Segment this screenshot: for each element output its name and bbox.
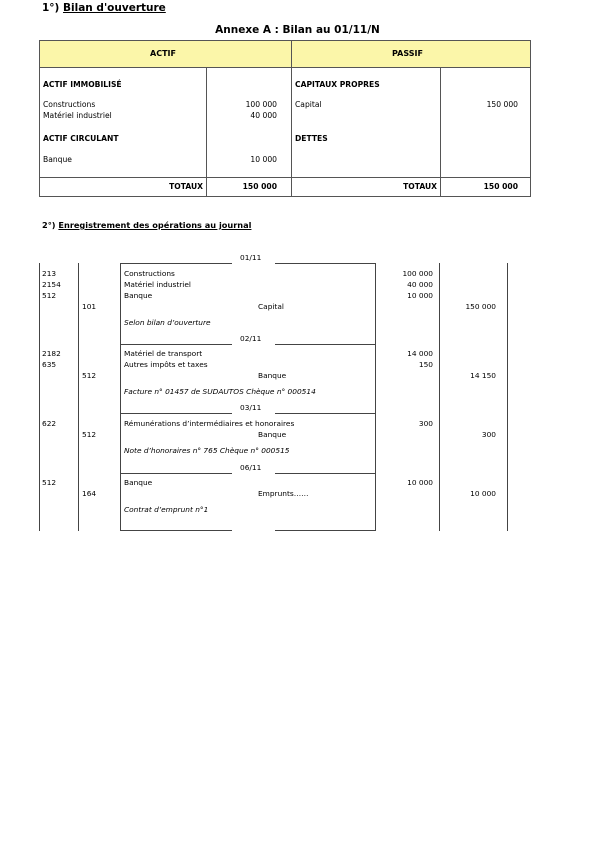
credit-label: Capital xyxy=(258,302,284,311)
debit-label: Banque xyxy=(124,478,153,487)
debit-account: 2154 xyxy=(42,280,61,289)
debit-amount: 10 000 xyxy=(407,478,433,487)
credit-amount: 300 xyxy=(481,430,496,439)
constructions-label: Constructions xyxy=(43,100,96,109)
dettes-heading: DETTES xyxy=(295,134,328,143)
date-rule xyxy=(275,263,375,264)
entry-date: 03/11 xyxy=(240,403,262,412)
entry-date: 06/11 xyxy=(240,463,262,472)
credit-account: 512 xyxy=(82,371,97,380)
capital-label: Capital xyxy=(295,100,322,109)
credit-amount: 150 000 xyxy=(465,302,496,311)
journal-rule xyxy=(375,263,376,531)
materiel-label: Matériel industriel xyxy=(43,111,112,120)
debit-amount: 40 000 xyxy=(407,280,433,289)
date-rule xyxy=(120,473,232,474)
credit-amount: 14 150 xyxy=(470,371,496,380)
date-rule xyxy=(275,344,375,345)
totaux-actif-label: TOTAUX xyxy=(169,182,203,191)
entry-note: Selon bilan d’ouverture xyxy=(124,318,211,327)
entry-date: 02/11 xyxy=(240,334,262,343)
date-rule xyxy=(120,344,232,345)
section-2-heading xyxy=(42,220,251,230)
date-rule xyxy=(120,263,232,264)
debit-amount: 14 000 xyxy=(407,349,433,358)
entry-note: Facture n° 01457 de SUDAUTOS Chèque n° 000514 xyxy=(124,387,316,396)
debit-account: 635 xyxy=(42,360,57,369)
actif-circulant-heading: ACTIF CIRCULANT xyxy=(43,134,119,143)
credit-account: 164 xyxy=(82,489,97,498)
debit-label: Autres impôts et taxes xyxy=(124,360,208,369)
total-passif-value: 150 000 xyxy=(483,182,518,191)
bilan-divider xyxy=(291,41,292,197)
entry-note: Note d’honoraires n° 765 Chèque n° 000515 xyxy=(124,446,290,455)
bilan-header-row xyxy=(40,41,530,68)
journal-rule xyxy=(39,263,40,531)
bilan-table xyxy=(39,40,531,197)
bilan-total-separator xyxy=(40,177,530,178)
entry-date: 01/11 xyxy=(240,253,262,262)
date-rule xyxy=(120,530,232,531)
materiel-value: 40 000 xyxy=(250,111,277,120)
debit-account: 622 xyxy=(42,419,57,428)
date-rule xyxy=(120,413,232,414)
debit-account: 213 xyxy=(42,269,57,278)
section-2-number: 2°) xyxy=(42,220,56,230)
totaux-passif-label: TOTAUX xyxy=(403,182,437,191)
debit-label: Constructions xyxy=(124,269,175,278)
journal-rule xyxy=(120,263,121,531)
journal-rule xyxy=(507,263,508,531)
annexe-title: Annexe A : Bilan au 01/11/N xyxy=(215,24,380,36)
debit-account: 512 xyxy=(42,478,57,487)
debit-account: 512 xyxy=(42,291,57,300)
section-2-title: Enregistrement des opérations au journal xyxy=(58,220,252,230)
banque-label: Banque xyxy=(43,155,72,164)
section-1-title: Bilan d'ouverture xyxy=(63,2,166,14)
journal-rule xyxy=(78,263,79,531)
debit-account: 2182 xyxy=(42,349,61,358)
passif-header: PASSIF xyxy=(392,49,423,58)
credit-label: Emprunts…… xyxy=(258,489,309,498)
debit-label: Banque xyxy=(124,291,153,300)
credit-account: 101 xyxy=(82,302,97,311)
credit-label: Banque xyxy=(258,430,287,439)
credit-amount: 10 000 xyxy=(470,489,496,498)
date-rule xyxy=(275,413,375,414)
banque-value: 10 000 xyxy=(250,155,277,164)
total-actif-value: 150 000 xyxy=(242,182,277,191)
actif-header: ACTIF xyxy=(150,49,176,58)
debit-amount: 300 xyxy=(418,419,433,428)
date-rule xyxy=(275,473,375,474)
credit-account: 512 xyxy=(82,430,97,439)
debit-amount: 10 000 xyxy=(407,291,433,300)
section-1-number: 1°) xyxy=(42,2,60,14)
entry-note: Contrat d’emprunt n°1 xyxy=(124,505,209,514)
debit-amount: 150 xyxy=(418,360,433,369)
capital-value: 150 000 xyxy=(486,100,518,109)
debit-label: Matériel de transport xyxy=(124,349,203,358)
debit-label: Rémunérations d’intermédiaires et honoraires xyxy=(124,419,295,428)
capitaux-propres-heading: CAPITAUX PROPRES xyxy=(295,80,380,89)
section-1-heading xyxy=(42,2,166,14)
debit-amount: 100 000 xyxy=(402,269,433,278)
debit-label: Matériel industriel xyxy=(124,280,191,289)
date-rule xyxy=(275,530,375,531)
actif-immobilise-heading: ACTIF IMMOBILISÉ xyxy=(43,80,122,89)
credit-label: Banque xyxy=(258,371,287,380)
journal-rule xyxy=(439,263,440,531)
constructions-value: 100 000 xyxy=(245,100,277,109)
